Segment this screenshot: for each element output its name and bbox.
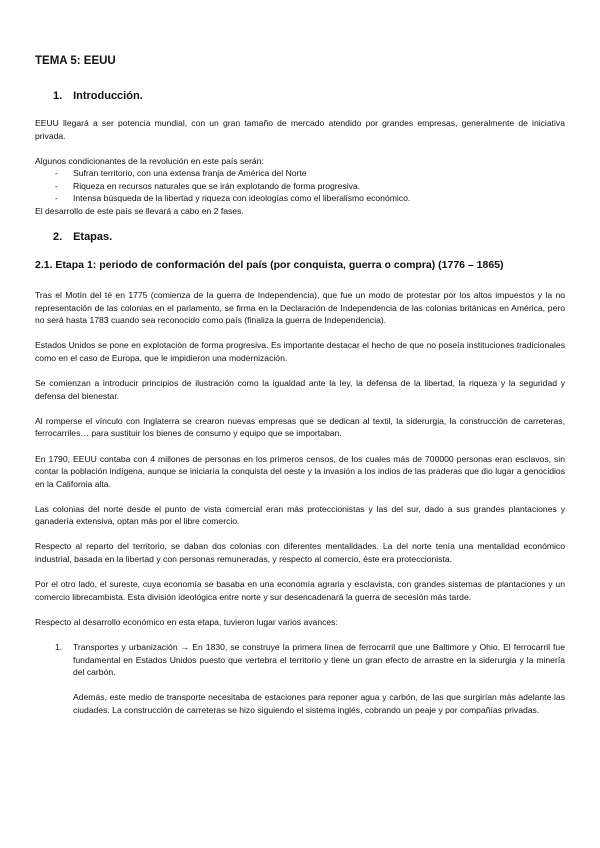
body-paragraph: En 1790, EEUU contaba con 4 millones de personas en los primeros censos, de los cuales más de 700000 personas eran esclavos, sin contar la población indígena, aunque se iniciaría la conquista del oeste y la invasión a los indios de las praderas que dio lugar a genocidios en la California alta. [35, 453, 565, 489]
advances-list [35, 641, 565, 716]
phases-paragraph: El desarrollo de este país se llevará a cabo en 2 fases. [35, 206, 244, 217]
body-paragraph: Respecto al desarrollo económico en esta etapa, tuvieron lugar varios avances: [35, 616, 338, 627]
intro-paragraph: EEUU llegará a ser potencia mundial, con un gran tamaño de mercado atendido por grandes empresas, generalmente de iniciativa privada. [35, 118, 565, 141]
section-2-title: Etapas. [73, 231, 113, 244]
body-paragraph: Respecto al reparto del territorio, se daban dos colonias con diferentes mentalidades. La del norte tenía una mentalidad económico industrial, basada en la libertad y con personas remuneradas, y respecto al comercio, éste era proteccionista. [35, 541, 565, 565]
body-paragraph: Al romperse el vínculo con Inglaterra se crearon nuevas empresas que se dedican al textil, la siderurgia, la construcción de carreteras, ferrocarriles… para sustituir los bienes de consumo y equipo que se importaban. [35, 415, 565, 439]
body-paragraph: Se comienzan a introducir principios de ilustración como la igualdad ante la ley, la defensa de la libertad, la riqueza y la seguridad y defensa del bienestar. [35, 378, 565, 401]
conditions-list [35, 167, 565, 205]
section-2-heading [53, 230, 565, 244]
section-2-number: 2. [53, 231, 63, 244]
subsection-2-1-heading: 2.1. Etapa 1: periodo de conformación del país (por conquista, guerra o compra) (1776 – 1865) [35, 259, 504, 272]
condition-item: - Intensa búsqueda de la libertad y riqueza con ideologías como el liberalismo económico. [55, 192, 565, 205]
body-paragraph: Por el otro lado, el sureste, cuya economía se basaba en una economía agraria y esclavista, con grandes sistemas de plantaciones y un comercio librecambista. Esta división ideológica entre norte y sur desencadenará la guerra de secesión más tarde. [35, 579, 565, 602]
section-1-title: Introducción. [73, 90, 143, 102]
advance-paragraph: Además, este medio de transporte necesitaba de estaciones para reponer agua y carbón, de las que surgirían más adelante las ciudades. La construcción de carreteras se hizo siguiendo el sistema inglés, cobrando un peaje y por compañías privadas. [73, 692, 565, 715]
advance-paragraph: Transportes y urbanización → En 1830, se construye la primera línea de ferrocarril que une Baltimore y Ohio. El ferrocarril fue fundamental en Estados Unidos puesto que vertebra el territorio y tiene un gran efecto de arrastre en la siderurgia y la minería del carbón. [73, 641, 565, 678]
advance-number: 1. [55, 641, 63, 652]
advance-item [55, 641, 565, 716]
body-paragraph: Tras el Motín del té en 1775 (comienza de la guerra de Independencia), que fue un modo de protestar por los altos impuestos y la no representación de las colonias en el parlamento, se firma en la Declaración de Independencia de las colonias británicas en América, pero no será hasta 1783 cuando sea reconocido como país (finaliza la guerra de Independencia). [35, 290, 565, 326]
conditions-lead: Algunos condicionantes de la revolución en este país serán: [35, 155, 264, 166]
body-paragraph: Estados Unidos se pone en explotación de forma progresiva. Es importante destacar el hecho de que no poseía instituciones tradicionales como en el caso de Europa, que le impidieron una modernización. [35, 340, 565, 364]
section-1-heading [53, 89, 565, 103]
body-paragraph: Las colonias del norte desde el punto de vista comercial eran más proteccionistas y las del sur, dado a sus grandes plantaciones y ganadería extensiva, optan más por el libre comercio. [35, 503, 565, 527]
condition-item: - Sufran territorio, con una extensa franja de América del Norte [55, 167, 565, 180]
section-1-number: 1. [53, 90, 63, 102]
condition-item: - Riqueza en recursos naturales que se irán explotando de forma progresiva. [55, 180, 565, 193]
document-title: TEMA 5: EEUU [35, 55, 116, 67]
